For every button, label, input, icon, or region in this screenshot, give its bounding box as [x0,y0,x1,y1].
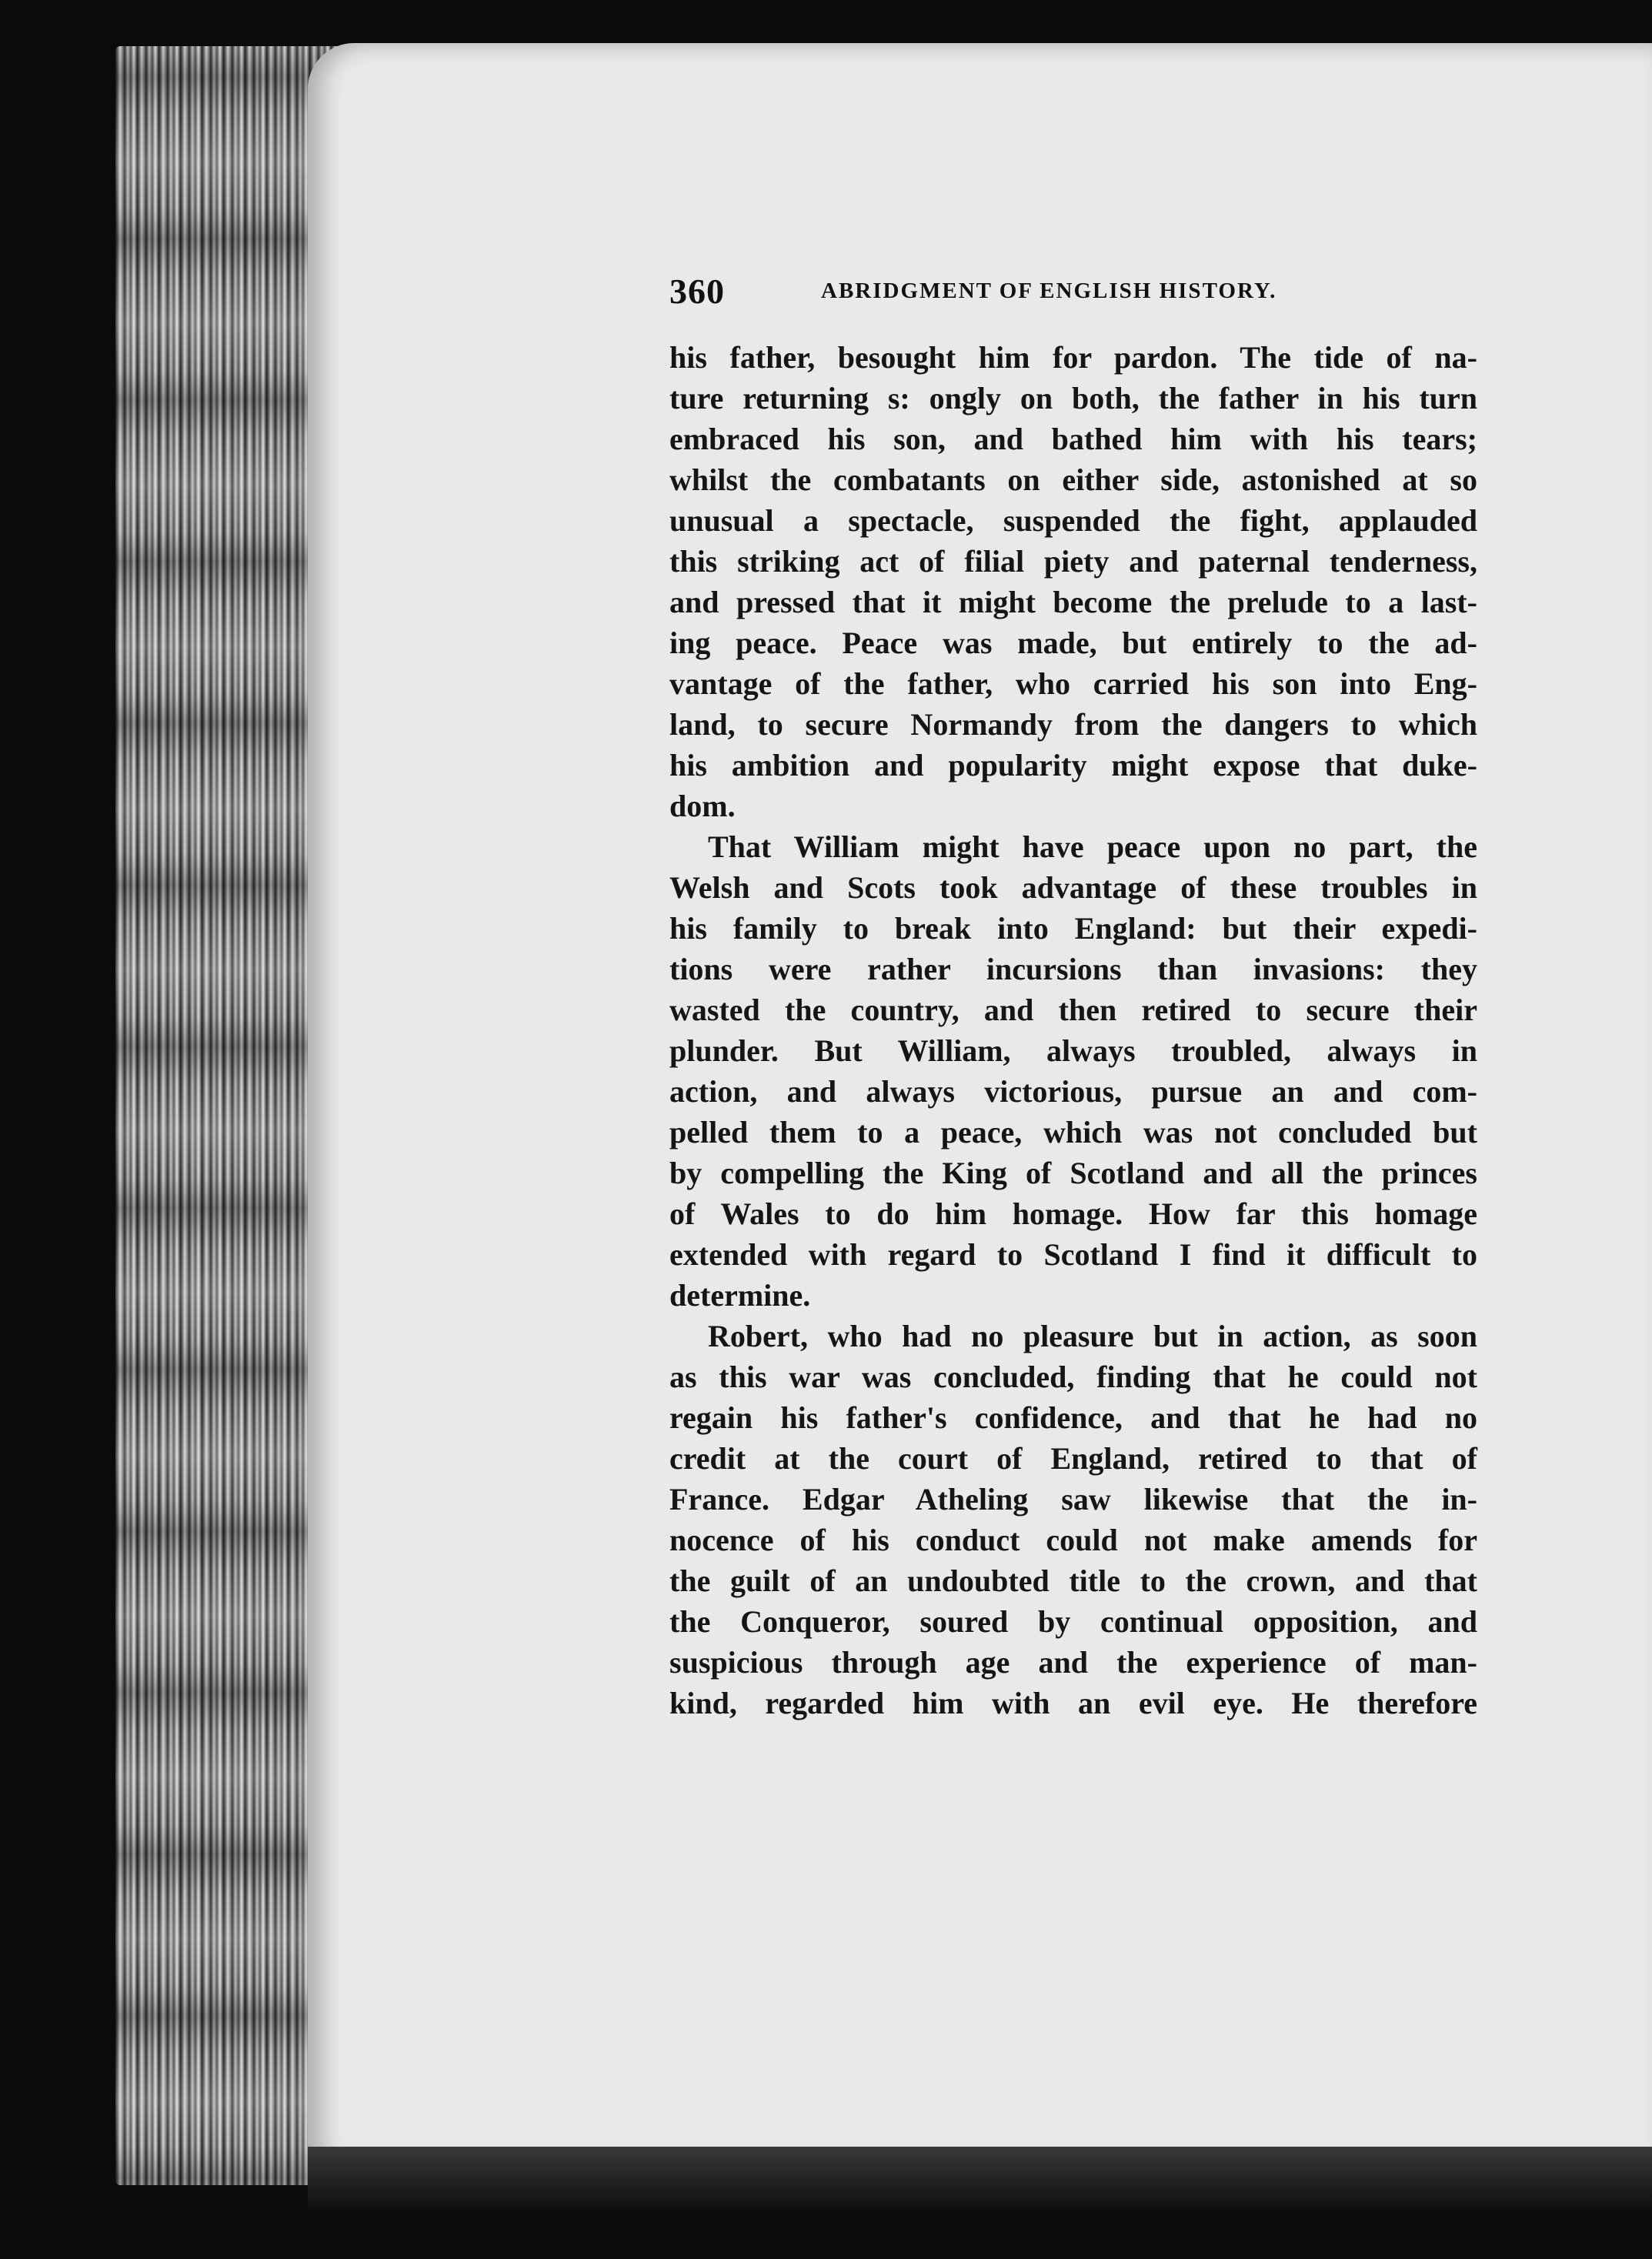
text-line: the guilt of an undoubted title to the crown, and that [669,1563,1477,1598]
text-line: as this war was concluded, finding that he could not [669,1360,1477,1394]
paragraph-1 [669,337,1477,826]
text-line: plunder. But William, always troubled, always in [669,1033,1477,1068]
page-header [669,271,1477,325]
text-line: regain his father's confidence, and that he had no [669,1400,1477,1435]
paragraph-3 [669,1316,1477,1723]
text-line: France. Edgar Atheling saw likewise that the in- [669,1482,1477,1517]
text-line: determine. [669,1278,811,1313]
text-line: this striking act of filial piety and paternal tenderness, [669,544,1477,579]
text-line: That William might have peace upon no part, the [708,829,1477,864]
text-line: wasted the country, and then retired to secure their [669,993,1477,1027]
text-line: dom. [669,789,736,823]
text-line: action, and always victorious, pursue an and com- [669,1074,1477,1109]
text-line: of Wales to do him homage. How far this homage [669,1196,1477,1231]
text-line: ing peace. Peace was made, but entirely to the ad- [669,626,1477,660]
text-line: his family to break into England: but their expedi- [669,911,1477,946]
text-line: suspicious through age and the experience of man- [669,1645,1477,1680]
paragraph-2 [669,826,1477,1316]
text-line: whilst the combatants on either side, astonished at so [669,462,1477,497]
text-line: land, to secure Normandy from the dangers to which [669,707,1477,742]
text-line: credit at the court of England, retired to that of [669,1441,1477,1476]
text-line: Robert, who had no pleasure but in action, as soon [708,1319,1477,1353]
running-title: ABRIDGMENT OF ENGLISH HISTORY. [821,279,1277,303]
text-line: ture returning s: ongly on both, the father in his turn [669,381,1477,415]
text-line: pelled them to a peace, which was not concluded but [669,1115,1477,1150]
body-text [669,337,1477,1723]
text-line: his father, besought him for pardon. The tide of na- [669,340,1477,375]
text-line: by compelling the King of Scotland and all the princes [669,1156,1477,1190]
text-line: extended with regard to Scotland I find it difficult to [669,1237,1477,1272]
text-line: kind, regarded him with an evil eye. He therefore [669,1686,1477,1720]
text-line: vantage of the father, who carried his son into Eng- [669,666,1477,701]
page-bottom-shadow [308,2147,1652,2259]
text-line: and pressed that it might become the prelude to a last- [669,585,1477,619]
text-line: nocence of his conduct could not make amends for [669,1523,1477,1557]
page-number: 360 [669,272,725,311]
text-line: unusual a spectacle, suspended the fight, applauded [669,503,1477,538]
text-line: the Conqueror, soured by continual opposition, and [669,1604,1477,1639]
text-line: Welsh and Scots took advantage of these troubles in [669,870,1477,905]
text-line: tions were rather incursions than invasions: they [669,952,1477,986]
text-line: his ambition and popularity might expose that duke- [669,748,1477,782]
text-line: embraced his son, and bathed him with his tears; [669,422,1477,456]
